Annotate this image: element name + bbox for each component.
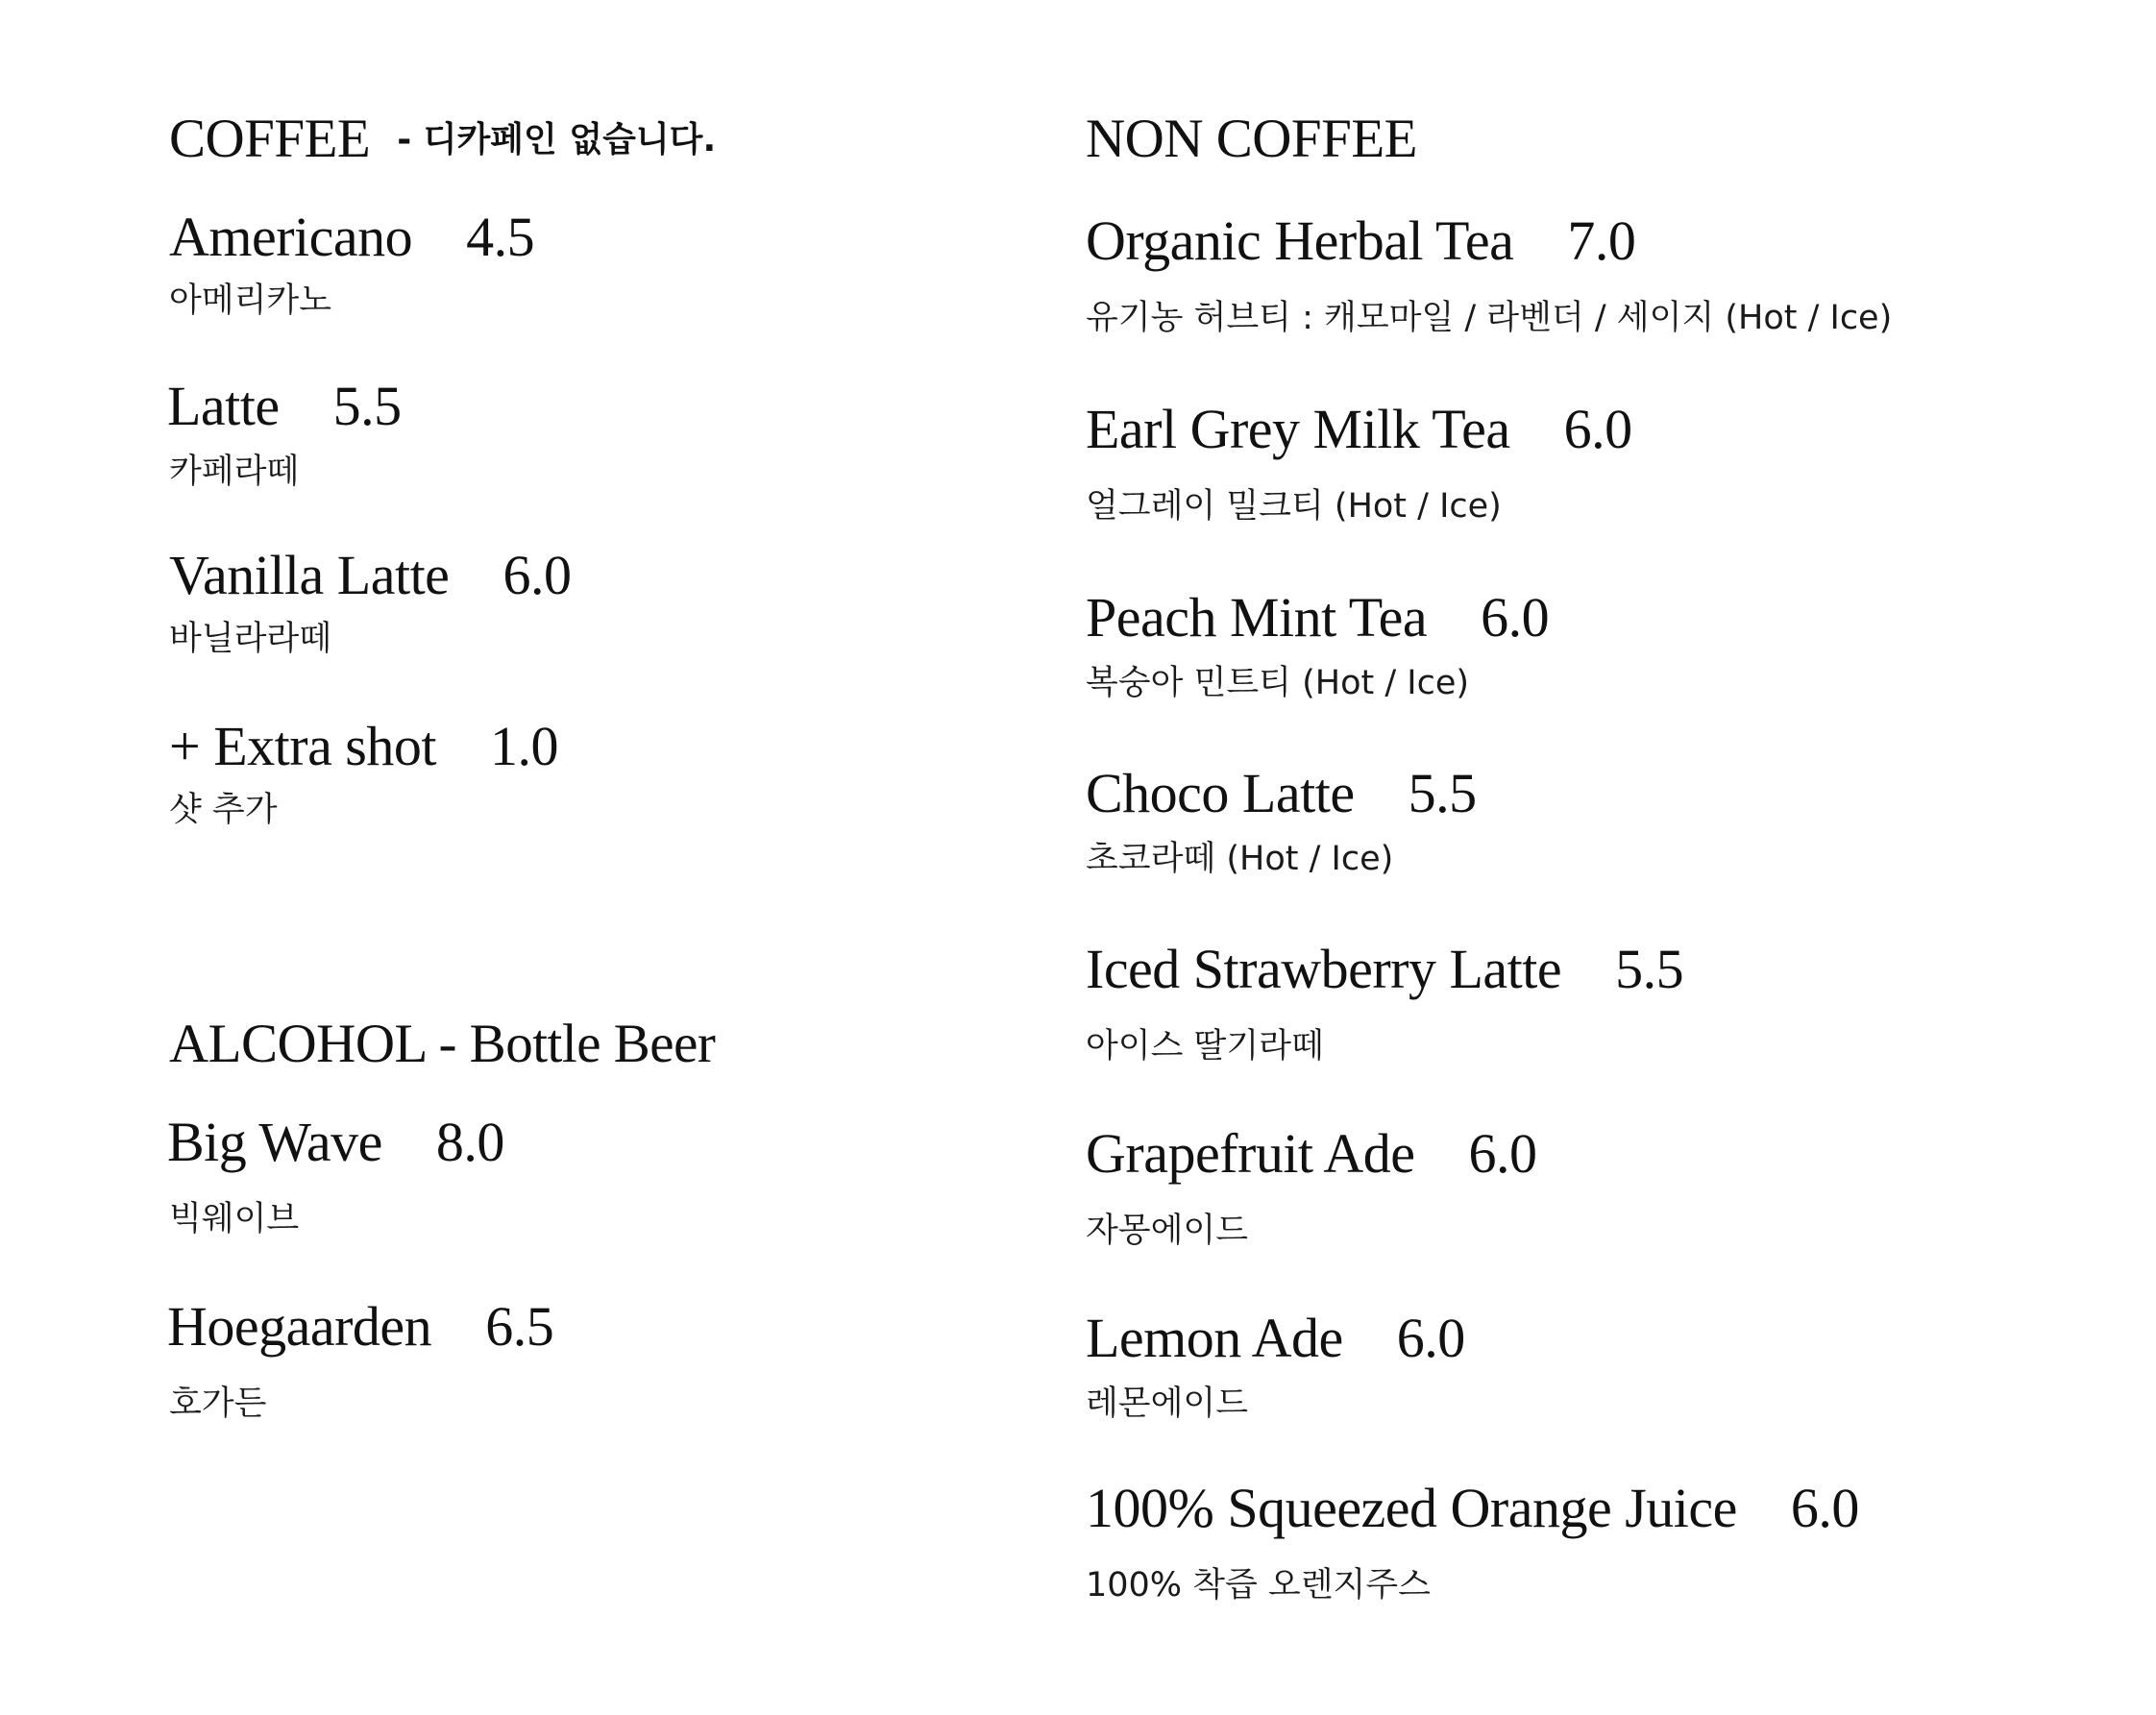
item-korean: 빅웨이브	[169, 1200, 300, 1238]
item-price: 6.5	[485, 1295, 554, 1358]
menu-item-grapefruit-ade	[1086, 1122, 1537, 1250]
decaf-note: - 디카페인 없습니다.	[397, 120, 717, 159]
item-price: 5.5	[332, 375, 402, 437]
coffee-title: COFFEE	[169, 109, 371, 169]
menu-item-iced-strawberry-latte	[1086, 938, 1684, 1066]
item-korean: 100% 착즙 오렌지주스	[1086, 1566, 1431, 1605]
item-price: 6.0	[1563, 398, 1632, 460]
item-name: Grapefruit Ade	[1086, 1122, 1415, 1185]
item-korean: 샷 추가	[169, 791, 278, 829]
item-name: Iced Strawberry Latte	[1086, 938, 1562, 1000]
item-price: 6.0	[1790, 1477, 1859, 1539]
item-price: 6.0	[1481, 586, 1550, 649]
item-name: Choco Latte	[1086, 762, 1355, 824]
item-name: Earl Grey Milk Tea	[1086, 398, 1510, 460]
item-korean: 자몽에이드	[1086, 1212, 1249, 1250]
menu-item-choco-latte	[1086, 762, 1477, 878]
item-price: 6.0	[1468, 1122, 1537, 1185]
menu-item-hoegaarden	[167, 1295, 554, 1423]
item-korean: 바닐라라떼	[169, 620, 332, 658]
non-coffee-section-title: NON COFFEE	[1086, 109, 1417, 169]
item-name: Organic Herbal Tea	[1086, 209, 1514, 272]
item-name: Peach Mint Tea	[1086, 586, 1428, 649]
item-korean: 아메리카노	[169, 282, 332, 320]
item-korean: 얼그레이 밀크티 (Hot / Ice)	[1086, 487, 1502, 526]
item-name: Latte	[167, 375, 280, 437]
item-korean: 유기농 허브티 : 캐모마일 / 라벤더 / 세이지 (Hot / Ice)	[1086, 299, 1893, 337]
menu-item-vanilla-latte	[169, 544, 572, 658]
menu-item-extra-shot	[169, 715, 558, 829]
item-korean: 호가든	[169, 1384, 267, 1423]
menu-item-earl-grey-milk-tea	[1086, 398, 1632, 526]
item-name: Americano	[169, 206, 413, 268]
menu-item-big-wave	[167, 1111, 504, 1238]
item-korean: 초코라떼 (Hot / Ice)	[1086, 840, 1394, 878]
menu-item-latte	[167, 375, 402, 491]
item-korean: 레몬에이드	[1086, 1384, 1249, 1423]
item-name: Hoegaarden	[167, 1295, 432, 1358]
item-name: + Extra shot	[169, 715, 436, 777]
item-korean: 복숭아 민트티 (Hot / Ice)	[1086, 664, 1470, 702]
menu-item-orange-juice	[1086, 1477, 1859, 1605]
item-price: 6.0	[502, 544, 572, 606]
menu-item-lemon-ade	[1086, 1307, 1465, 1423]
item-korean: 아이스 딸기라떼	[1086, 1027, 1324, 1066]
item-name: 100% Squeezed Orange Juice	[1086, 1477, 1737, 1539]
menu-item-peach-mint-tea	[1086, 586, 1550, 702]
item-korean: 카페라떼	[169, 453, 300, 491]
item-price: 5.5	[1615, 938, 1684, 1000]
item-price: 8.0	[435, 1111, 504, 1173]
item-name: Big Wave	[167, 1111, 382, 1173]
item-price: 4.5	[466, 206, 535, 268]
menu-item-organic-herbal-tea	[1086, 209, 1893, 337]
item-price: 5.5	[1408, 762, 1477, 824]
item-price: 1.0	[490, 715, 558, 777]
alcohol-section-title: ALCOHOL - Bottle Beer	[169, 1014, 716, 1074]
item-name: Vanilla Latte	[169, 544, 450, 606]
coffee-section-title	[169, 109, 717, 169]
menu-item-americano	[169, 206, 535, 320]
item-price: 6.0	[1396, 1307, 1465, 1369]
item-price: 7.0	[1567, 209, 1636, 272]
item-name: Lemon Ade	[1086, 1307, 1343, 1369]
